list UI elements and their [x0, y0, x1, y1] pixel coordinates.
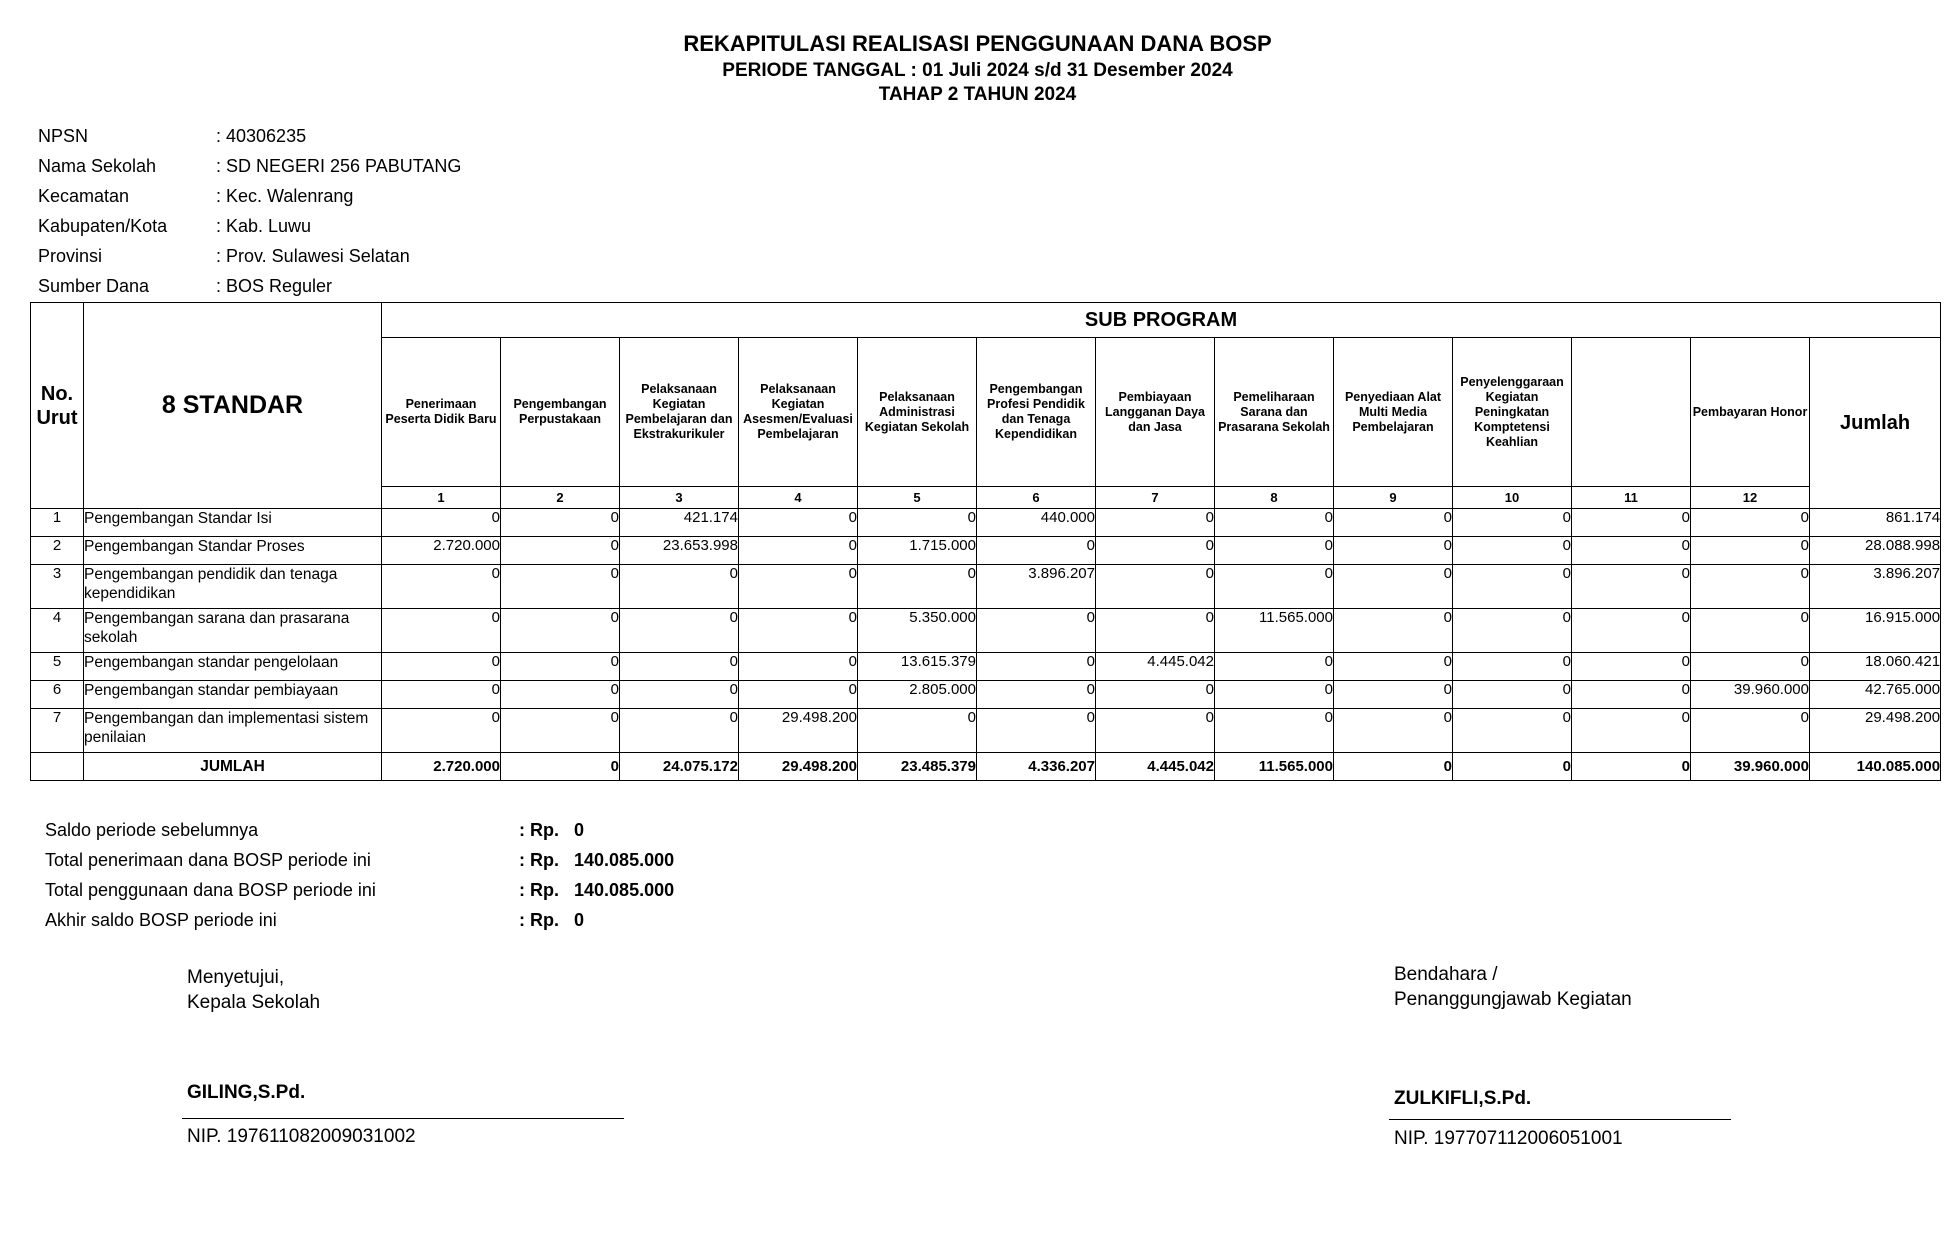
row-value: 0	[1334, 565, 1453, 609]
row-value: 0	[1096, 709, 1215, 753]
row-value: 0	[1453, 537, 1572, 565]
summary-rp: : Rp.	[519, 850, 559, 870]
balance-summary	[45, 815, 674, 935]
row-number: 7	[31, 709, 84, 753]
signature-left	[187, 965, 624, 1148]
info-label: NPSN	[38, 126, 89, 146]
row-value: 0	[1215, 653, 1334, 681]
column-number: 12	[1691, 487, 1810, 509]
row-value: 0	[1691, 565, 1810, 609]
row-value: 0	[620, 681, 739, 709]
row-value: 0	[1572, 509, 1691, 537]
row-value: 0	[1096, 509, 1215, 537]
column-number: 7	[1096, 487, 1215, 509]
column-number: 4	[739, 487, 858, 509]
summary-row	[45, 875, 674, 905]
column-header: Pembayaran Honor	[1691, 338, 1810, 487]
column-number: 11	[1572, 487, 1691, 509]
row-value: 0	[1691, 609, 1810, 653]
row-value: 0	[1572, 709, 1691, 753]
row-value: 0	[1096, 537, 1215, 565]
table-row	[31, 653, 1941, 681]
table-row	[31, 609, 1941, 653]
row-value: 0	[620, 709, 739, 753]
signature-right-nip: NIP. 197707112006051001	[1394, 1128, 1623, 1149]
total-value: 0	[1453, 753, 1572, 781]
signature-right-line2: Penanggungjawab Kegiatan	[1394, 989, 1632, 1010]
row-value: 13.615.379	[858, 653, 977, 681]
row-value: 0	[1572, 681, 1691, 709]
row-value: 0	[382, 509, 501, 537]
row-value: 0	[858, 565, 977, 609]
row-number: 3	[31, 565, 84, 609]
row-value: 0	[501, 709, 620, 753]
row-number: 2	[31, 537, 84, 565]
row-value: 0	[739, 681, 858, 709]
row-value: 0	[620, 609, 739, 653]
row-standard-name: Pengembangan pendidik dan tenaga kependidikan	[84, 565, 382, 609]
row-value: 0	[1572, 565, 1691, 609]
row-standard-name: Pengembangan Standar Proses	[84, 537, 382, 565]
row-number: 5	[31, 653, 84, 681]
total-value: 4.336.207	[977, 753, 1096, 781]
row-value: 0	[1691, 509, 1810, 537]
row-value: 0	[1691, 537, 1810, 565]
signature-right	[1394, 962, 1731, 1150]
info-row	[38, 211, 461, 241]
signature-left-line1: Menyetujui,	[187, 967, 285, 988]
column-number: 8	[1215, 487, 1334, 509]
info-label: Nama Sekolah	[38, 156, 157, 176]
row-value: 0	[977, 537, 1096, 565]
table-body	[31, 509, 1941, 781]
realization-table	[30, 302, 1941, 781]
row-value: 0	[977, 609, 1096, 653]
row-value: 3.896.207	[977, 565, 1096, 609]
signature-right-line1: Bendahara /	[1394, 964, 1498, 985]
row-value: 0	[501, 509, 620, 537]
summary-rp: : Rp.	[519, 820, 559, 840]
info-row	[38, 271, 461, 301]
row-value: 0	[1334, 537, 1453, 565]
row-value: 0	[1215, 565, 1334, 609]
row-value: 0	[501, 537, 620, 565]
info-value: : Kab. Luwu	[216, 216, 312, 236]
column-header: Pelaksanaan Administrasi Kegiatan Sekolah	[858, 338, 977, 487]
row-value: 0	[1572, 537, 1691, 565]
row-value: 0	[739, 609, 858, 653]
summary-row	[45, 905, 674, 935]
row-value: 0	[1334, 709, 1453, 753]
school-info	[38, 121, 461, 301]
column-header: Pengembangan Profesi Pendidik dan Tenaga Kependidikan	[977, 338, 1096, 487]
info-value: : 40306235	[216, 126, 307, 146]
row-number: 6	[31, 681, 84, 709]
row-total: 3.896.207	[1810, 565, 1941, 609]
info-row	[38, 241, 461, 271]
summary-label: Akhir saldo BOSP periode ini	[45, 910, 277, 930]
standar-header: 8 STANDAR	[84, 303, 382, 509]
row-value: 0	[1453, 609, 1572, 653]
row-standard-name: Pengembangan dan implementasi sistem penilaian	[84, 709, 382, 753]
total-value: 4.445.042	[1096, 753, 1215, 781]
row-value: 421.174	[620, 509, 739, 537]
row-value: 0	[620, 565, 739, 609]
summary-rp: : Rp.	[519, 880, 559, 900]
row-value: 23.653.998	[620, 537, 739, 565]
row-value: 2.720.000	[382, 537, 501, 565]
row-value: 0	[1096, 609, 1215, 653]
row-number: 1	[31, 509, 84, 537]
summary-label: Saldo periode sebelumnya	[45, 820, 259, 840]
row-value: 0	[1572, 653, 1691, 681]
total-label: JUMLAH	[84, 753, 382, 781]
summary-label: Total penerimaan dana BOSP periode ini	[45, 850, 371, 870]
row-value: 29.498.200	[739, 709, 858, 753]
row-total: 28.088.998	[1810, 537, 1941, 565]
grand-total: 140.085.000	[1810, 753, 1941, 781]
table-row	[31, 681, 1941, 709]
total-value: 23.485.379	[858, 753, 977, 781]
row-value: 4.445.042	[1096, 653, 1215, 681]
jumlah-header: Jumlah	[1810, 338, 1941, 509]
row-standard-name: Pengembangan standar pengelolaan	[84, 653, 382, 681]
row-value: 2.805.000	[858, 681, 977, 709]
table-row	[31, 709, 1941, 753]
row-value: 0	[382, 609, 501, 653]
row-value: 0	[739, 565, 858, 609]
column-number: 1	[382, 487, 501, 509]
report-header	[0, 30, 1955, 107]
summary-amount: 140.085.000	[574, 880, 675, 900]
row-value: 0	[739, 537, 858, 565]
table-row	[31, 565, 1941, 609]
row-value: 1.715.000	[858, 537, 977, 565]
row-value: 0	[501, 565, 620, 609]
column-number: 3	[620, 487, 739, 509]
report-period: PERIODE TANGGAL : 01 Juli 2024 s/d 31 Desember 2024	[722, 60, 1233, 81]
table-row	[31, 537, 1941, 565]
info-row	[38, 181, 461, 211]
row-value: 440.000	[977, 509, 1096, 537]
report-title: REKAPITULASI REALISASI PENGGUNAAN DANA BOSP	[683, 31, 1272, 56]
row-value: 0	[1334, 509, 1453, 537]
row-standard-name: Pengembangan Standar Isi	[84, 509, 382, 537]
report-stage: TAHAP 2 TAHUN 2024	[878, 84, 1077, 105]
row-value: 0	[1453, 709, 1572, 753]
column-header: Pelaksanaan Kegiatan Asesmen/Evaluasi Pembelajaran	[739, 338, 858, 487]
row-value: 0	[977, 681, 1096, 709]
total-value: 0	[1334, 753, 1453, 781]
info-value: : Kec. Walenrang	[216, 186, 354, 206]
total-value: 39.960.000	[1691, 753, 1810, 781]
row-standard-name: Pengembangan standar pembiayaan	[84, 681, 382, 709]
row-value: 0	[1096, 681, 1215, 709]
column-number: 6	[977, 487, 1096, 509]
row-value: 0	[1334, 609, 1453, 653]
info-label: Kabupaten/Kota	[38, 216, 168, 236]
row-total: 18.060.421	[1810, 653, 1941, 681]
signature-right-name: ZULKIFLI,S.Pd.	[1394, 1088, 1532, 1109]
row-total: 42.765.000	[1810, 681, 1941, 709]
column-number: 9	[1334, 487, 1453, 509]
row-value: 5.350.000	[858, 609, 977, 653]
row-value: 0	[739, 653, 858, 681]
row-value: 0	[977, 653, 1096, 681]
summary-amount: 0	[574, 910, 585, 930]
total-value: 11.565.000	[1215, 753, 1334, 781]
summary-label: Total penggunaan dana BOSP periode ini	[45, 880, 376, 900]
info-label: Kecamatan	[38, 186, 130, 206]
row-value: 0	[501, 681, 620, 709]
sub-program-header: SUB PROGRAM	[382, 303, 1941, 338]
column-header: Pemeliharaan Sarana dan Prasarana Sekolah	[1215, 338, 1334, 487]
column-header: Penyelenggaraan Kegiatan Peningkatan Komptetensi Keahlian	[1453, 338, 1572, 487]
summary-amount: 0	[574, 820, 585, 840]
column-header: Penyediaan Alat Multi Media Pembelajaran	[1334, 338, 1453, 487]
total-row	[31, 753, 1941, 781]
row-number: 4	[31, 609, 84, 653]
total-value: 2.720.000	[382, 753, 501, 781]
signature-left-nip: NIP. 197611082009031002	[187, 1126, 416, 1147]
row-value: 0	[1334, 653, 1453, 681]
column-header: Pengembangan Perpustakaan	[501, 338, 620, 487]
column-header: Pembiayaan Langganan Daya dan Jasa	[1096, 338, 1215, 487]
info-value: : BOS Reguler	[216, 276, 333, 296]
signature-left-line	[182, 1118, 624, 1119]
row-value: 0	[1215, 537, 1334, 565]
row-value: 0	[1691, 709, 1810, 753]
row-value: 39.960.000	[1691, 681, 1810, 709]
row-value: 0	[858, 709, 977, 753]
info-row	[38, 151, 461, 181]
table-row	[31, 509, 1941, 537]
row-value: 0	[382, 681, 501, 709]
total-value: 29.498.200	[739, 753, 858, 781]
row-standard-name: Pengembangan sarana dan prasarana sekolah	[84, 609, 382, 653]
row-value: 0	[382, 565, 501, 609]
row-value: 0	[1215, 681, 1334, 709]
total-value: 0	[501, 753, 620, 781]
info-label: Provinsi	[38, 246, 103, 266]
row-value: 0	[1215, 509, 1334, 537]
info-label: Sumber Dana	[38, 276, 150, 296]
row-value: 0	[858, 509, 977, 537]
column-number: 10	[1453, 487, 1572, 509]
no-urut-header: No. Urut	[31, 303, 84, 509]
row-value: 0	[1334, 681, 1453, 709]
row-value: 0	[382, 653, 501, 681]
row-value: 0	[1453, 509, 1572, 537]
column-number: 2	[501, 487, 620, 509]
column-header: Penerimaan Peserta Didik Baru	[382, 338, 501, 487]
signature-left-name: GILING,S.Pd.	[187, 1082, 306, 1103]
summary-row	[45, 845, 674, 875]
column-header: Pelaksanaan Kegiatan Pembelajaran dan Ekstrakurikuler	[620, 338, 739, 487]
signature-left-line2: Kepala Sekolah	[187, 992, 321, 1013]
summary-amount: 140.085.000	[574, 850, 675, 870]
row-total: 16.915.000	[1810, 609, 1941, 653]
info-value: : Prov. Sulawesi Selatan	[216, 246, 410, 266]
row-value: 0	[1453, 681, 1572, 709]
row-value: 0	[501, 609, 620, 653]
row-value: 0	[1453, 565, 1572, 609]
summary-rp: : Rp.	[519, 910, 559, 930]
row-value: 0	[1453, 653, 1572, 681]
summary-row	[45, 815, 674, 845]
row-value: 0	[739, 509, 858, 537]
row-value: 0	[501, 653, 620, 681]
total-value: 24.075.172	[620, 753, 739, 781]
row-value: 0	[1572, 609, 1691, 653]
column-number: 5	[858, 487, 977, 509]
row-value: 0	[1215, 709, 1334, 753]
row-total: 29.498.200	[1810, 709, 1941, 753]
row-value: 11.565.000	[1215, 609, 1334, 653]
column-header	[1572, 338, 1691, 487]
info-value: : SD NEGERI 256 PABUTANG	[216, 156, 462, 176]
row-total: 861.174	[1810, 509, 1941, 537]
row-value: 0	[977, 709, 1096, 753]
row-value: 0	[620, 653, 739, 681]
row-value: 0	[1691, 653, 1810, 681]
row-value: 0	[382, 709, 501, 753]
total-row-number	[31, 753, 84, 781]
row-value: 0	[1096, 565, 1215, 609]
info-row	[38, 121, 461, 151]
signature-right-line	[1389, 1119, 1731, 1120]
total-value: 0	[1572, 753, 1691, 781]
